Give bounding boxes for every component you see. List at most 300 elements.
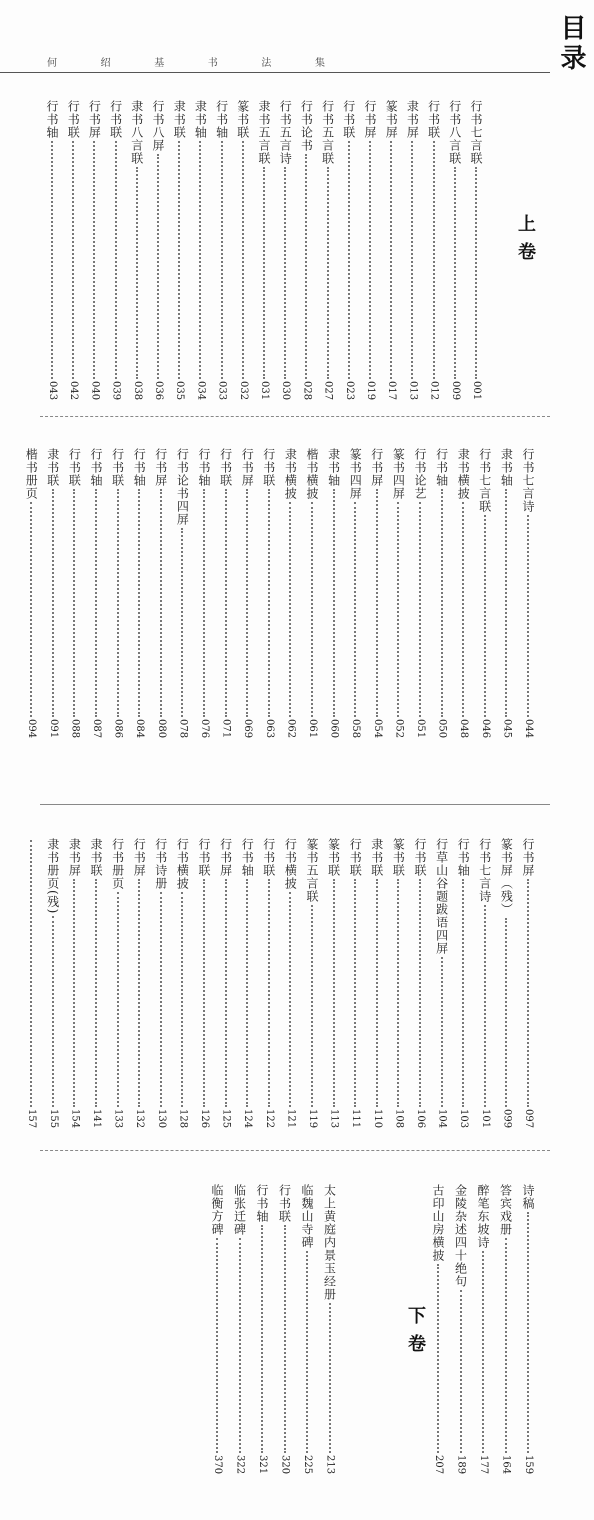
toc-entry[interactable] xyxy=(216,838,236,1128)
toc-entry[interactable] xyxy=(339,100,359,400)
toc-leader-dots xyxy=(311,905,313,1107)
toc-entry[interactable] xyxy=(42,100,62,400)
toc-entry-title: 行书轴 xyxy=(255,1184,269,1223)
toc-entry[interactable] xyxy=(367,448,387,738)
toc-entry-title: 行草山谷题跋语四屏 xyxy=(434,838,449,955)
toc-entry[interactable] xyxy=(254,100,274,400)
toc-leader-dots xyxy=(333,879,335,1107)
toc-entry-title: 行书轴 xyxy=(214,100,229,139)
toc-entry[interactable] xyxy=(106,100,126,400)
toc-entry-title: 行书屏 xyxy=(132,838,147,877)
book-title-char: 书 xyxy=(207,58,218,69)
toc-entry[interactable] xyxy=(518,1184,538,1474)
toc-entry-title: 行书七言联 xyxy=(469,100,483,165)
toc-entry-page: 094 xyxy=(26,718,38,738)
toc-entry[interactable] xyxy=(252,1184,272,1474)
toc-entry-page: 110 xyxy=(371,1108,383,1128)
toc-entry-title: 行书五言联 xyxy=(320,100,335,165)
toc-entry-title: 行书轴 xyxy=(89,448,103,487)
toc-entry[interactable] xyxy=(367,838,387,1128)
toc-entry-title: 篆书五言联 xyxy=(305,838,319,903)
toc-entry-title: 行书联 xyxy=(67,448,82,487)
toc-leader-dots xyxy=(52,489,54,717)
toc-leader-dots xyxy=(327,167,329,379)
toc-entry-title: 行书联 xyxy=(110,448,125,487)
toc-entry[interactable] xyxy=(108,448,128,738)
toc-leader-dots xyxy=(221,141,223,379)
toc-entry-title: 隶书轴 xyxy=(193,100,208,139)
toc-leader-dots xyxy=(239,1238,241,1453)
toc-entry-page: 042 xyxy=(68,380,80,400)
toc-entry-page: 028 xyxy=(301,380,313,400)
book-title-char: 基 xyxy=(154,58,165,69)
toc-entry-title: 醉笔东坡诗 xyxy=(476,1184,490,1249)
toc-entry-page: 051 xyxy=(415,718,426,738)
toc-entry-title: 篆书联 xyxy=(235,100,250,139)
toc-entry[interactable] xyxy=(518,448,538,738)
toc-entry[interactable] xyxy=(345,838,365,1128)
toc-entry[interactable] xyxy=(172,838,192,1128)
toc-entry-page: 023 xyxy=(343,380,355,400)
toc-entry-title: 临魏山寺碑 xyxy=(300,1184,314,1249)
toc-entry-title: 隶书屏 xyxy=(67,838,82,877)
toc-leader-dots xyxy=(178,141,180,379)
toc-entry[interactable] xyxy=(259,838,279,1128)
toc-leader-dots xyxy=(203,879,205,1107)
toc-entry[interactable] xyxy=(280,448,300,738)
toc-leader-dots xyxy=(181,528,183,717)
toc-leader-dots xyxy=(306,1251,308,1453)
toc-section xyxy=(0,100,594,400)
toc-entry-title: 行书联 xyxy=(261,448,276,487)
toc-entry[interactable] xyxy=(275,1184,295,1474)
toc-entry-title: 楷书横披 xyxy=(305,448,319,500)
toc-entry-title: 行书七言诗 xyxy=(477,838,492,903)
toc-leader-dots xyxy=(136,167,138,379)
toc-entry-page: 121 xyxy=(285,1108,297,1128)
toc-entry-title: 行书轴 xyxy=(132,448,147,487)
toc-entry-page: 045 xyxy=(501,718,513,738)
toc-entry-title: 行书轴 xyxy=(197,448,211,487)
toc-leader-dots xyxy=(117,892,119,1107)
toc-leader-dots xyxy=(482,1251,484,1453)
toc-leader-dots xyxy=(95,879,97,1107)
toc-entry-page: 189 xyxy=(455,1454,467,1474)
toc-entry[interactable] xyxy=(466,100,486,400)
toc-entry[interactable] xyxy=(424,100,444,400)
toc-leader-dots xyxy=(93,141,95,379)
toc-leader-dots xyxy=(348,141,350,379)
toc-entry-page: 063 xyxy=(263,718,275,738)
toc-entry-page: 177 xyxy=(478,1454,489,1474)
toc-entry-page: 155 xyxy=(47,1108,59,1128)
toc-leader-dots xyxy=(484,515,486,717)
toc-entry-page: 013 xyxy=(407,380,419,400)
toc-entry[interactable] xyxy=(21,448,41,738)
toc-leader-dots xyxy=(138,489,140,717)
toc-entry-title: 临张迁碑 xyxy=(232,1184,247,1236)
toc-entry[interactable] xyxy=(129,838,149,1128)
toc-entry-title: 篆书四屏 xyxy=(391,448,406,500)
toc-entry[interactable] xyxy=(43,838,63,1128)
toc-leader-dots xyxy=(419,502,421,717)
toc-leader-dots xyxy=(225,489,227,717)
toc-entry-page: 157 xyxy=(26,1108,38,1128)
toc-entry[interactable] xyxy=(402,100,422,400)
toc-entry-page: 128 xyxy=(177,1108,189,1128)
toc-entry-page: 076 xyxy=(199,718,210,738)
toc-entry[interactable] xyxy=(259,448,279,738)
toc-entry-title: 金陵杂述四十绝句 xyxy=(453,1184,468,1288)
toc-entry[interactable] xyxy=(345,448,365,738)
toc-leader-dots xyxy=(216,1238,218,1453)
toc-entry-title: 隶书联 xyxy=(172,100,187,139)
toc-entry-title: 行书横披 xyxy=(283,838,298,890)
toc-leader-dots xyxy=(51,141,53,379)
toc-entry[interactable] xyxy=(237,838,257,1128)
toc-entry-title: 行书横披 xyxy=(175,838,190,890)
toc-leader-dots xyxy=(505,489,507,717)
toc-entry[interactable] xyxy=(237,448,257,738)
toc-leader-dots xyxy=(441,489,443,717)
toc-leader-dots xyxy=(305,154,307,379)
toc-entry[interactable] xyxy=(473,1184,493,1474)
toc-entry[interactable] xyxy=(360,100,380,400)
toc-entry[interactable] xyxy=(410,448,430,738)
toc-entry[interactable] xyxy=(475,838,495,1128)
toc-entry-page: 122 xyxy=(263,1108,275,1128)
toc-entry[interactable] xyxy=(496,838,516,1128)
volume-label-lower: 下卷 xyxy=(405,1306,426,1362)
toc-leader-dots xyxy=(484,905,486,1107)
toc-entry[interactable] xyxy=(297,1184,317,1474)
toc-entry-title: 篆书联 xyxy=(391,838,406,877)
toc-leader-dots xyxy=(527,1212,529,1453)
toc-leader-dots xyxy=(263,167,265,379)
toc-leader-dots xyxy=(354,502,356,717)
toc-entry-title: 行书诗册 xyxy=(153,838,168,890)
toc-entry[interactable] xyxy=(445,100,465,400)
toc-leader-dots xyxy=(354,879,356,1107)
toc-entry-title: 隶书册页(残) xyxy=(45,838,60,915)
toc-entry[interactable] xyxy=(451,1184,471,1474)
toc-entry[interactable] xyxy=(194,448,214,738)
book-title-char: 法 xyxy=(261,58,272,69)
toc-entry-page: 097 xyxy=(523,1108,534,1128)
toc-entry-page: 001 xyxy=(471,380,482,400)
toc-entry[interactable] xyxy=(496,448,516,738)
toc-entry-title: 隶书屏 xyxy=(405,100,420,139)
toc-entry[interactable] xyxy=(296,100,316,400)
toc-entry[interactable] xyxy=(169,100,189,400)
toc-leader-dots xyxy=(505,1238,507,1453)
toc-entry-title: 行书轴 xyxy=(434,448,449,487)
toc-entry[interactable] xyxy=(108,838,128,1128)
toc-leader-dots xyxy=(376,489,378,717)
toc-entry-title: 行书论书四屏 xyxy=(175,448,190,526)
toc-entry-page: 044 xyxy=(523,718,534,738)
toc-entry-page: 052 xyxy=(393,718,405,738)
toc-entry-page: 103 xyxy=(458,1108,470,1128)
toc-leader-dots xyxy=(181,892,183,1107)
toc-entry-title: 篆书联 xyxy=(326,838,341,877)
toc-entry-title: 行书联 xyxy=(66,100,81,139)
toc-entry-page: 159 xyxy=(523,1454,534,1474)
toc-section xyxy=(0,838,594,1128)
toc-entry[interactable] xyxy=(64,448,84,738)
section-divider xyxy=(40,804,550,805)
toc-entry[interactable] xyxy=(84,100,104,400)
toc-entry-title: 行书屏 xyxy=(87,100,102,139)
toc-entry-title: 隶书联 xyxy=(369,838,384,877)
toc-entry-title: 行书轴 xyxy=(240,838,255,877)
toc-title: 目录 xyxy=(556,14,586,74)
toc-entry-page: 035 xyxy=(174,380,186,400)
section-divider xyxy=(40,1150,550,1151)
toc-entry[interactable] xyxy=(318,100,338,400)
toc-entry-page: 207 xyxy=(433,1454,444,1474)
toc-entry-page: 038 xyxy=(131,380,143,400)
toc-entry-page: 108 xyxy=(393,1108,405,1128)
toc-leader-dots xyxy=(441,957,443,1107)
toc-entry[interactable] xyxy=(63,100,83,400)
toc-entry-page: 069 xyxy=(242,718,254,738)
toc-entry-page: 084 xyxy=(134,718,146,738)
book-title xyxy=(0,57,326,71)
toc-entry[interactable] xyxy=(388,838,408,1128)
toc-entry[interactable] xyxy=(410,838,430,1128)
toc-entry[interactable] xyxy=(302,448,322,738)
toc-entry[interactable] xyxy=(324,838,344,1128)
toc-entry-page: 058 xyxy=(350,718,362,738)
toc-leader-dots xyxy=(225,879,227,1107)
toc-entry-title: 答宾戏册 xyxy=(498,1184,513,1236)
book-title-char: 集 xyxy=(314,58,325,69)
toc-entry[interactable] xyxy=(151,448,171,738)
toc-entry[interactable] xyxy=(320,1184,340,1474)
toc-entry-page: 130 xyxy=(155,1108,167,1128)
toc-entry[interactable] xyxy=(151,838,171,1128)
toc-leader-dots xyxy=(419,879,421,1107)
toc-entry[interactable] xyxy=(302,838,322,1128)
toc-entry-title: 篆书屏（残） xyxy=(499,838,514,916)
toc-entry[interactable] xyxy=(86,448,106,738)
toc-entry-page: 370 xyxy=(212,1454,223,1474)
toc-entry[interactable] xyxy=(432,448,452,738)
toc-entry-page: 087 xyxy=(91,718,102,738)
toc-leader-dots xyxy=(454,167,456,379)
toc-entry-title: 行书屏 xyxy=(369,448,384,487)
toc-entry[interactable] xyxy=(388,448,408,738)
toc-entry[interactable] xyxy=(212,100,232,400)
book-title-char: 绍 xyxy=(100,58,111,69)
toc-entry[interactable] xyxy=(194,838,214,1128)
toc-entry-page: 027 xyxy=(322,380,334,400)
toc-entry[interactable] xyxy=(129,448,149,738)
toc-leader-dots xyxy=(475,167,477,379)
toc-entry-title: 行书七言联 xyxy=(477,448,492,513)
toc-entry-title: 行书联 xyxy=(348,838,363,877)
toc-leader-dots xyxy=(289,502,291,717)
toc-entry-page: 062 xyxy=(285,718,297,738)
toc-entry-page: 104 xyxy=(436,1108,448,1128)
toc-entry-title: 行书联 xyxy=(413,838,427,877)
toc-entry-page: 320 xyxy=(279,1454,291,1474)
toc-leader-dots xyxy=(160,489,162,717)
toc-leader-dots xyxy=(30,502,32,717)
toc-leader-dots xyxy=(261,1225,263,1453)
toc-entry-title: 行书轴 xyxy=(456,838,471,877)
toc-leader-dots xyxy=(115,141,117,379)
toc-entry-title: 行书论书 xyxy=(299,100,314,152)
toc-entry-page: 012 xyxy=(428,380,440,400)
toc-entry[interactable] xyxy=(453,838,473,1128)
toc-entry[interactable] xyxy=(428,1184,448,1474)
toc-entry-title: 隶书横披 xyxy=(456,448,471,500)
toc-entry-title: 行书联 xyxy=(218,448,233,487)
toc-leader-dots xyxy=(157,154,159,379)
toc-entry[interactable] xyxy=(280,838,300,1128)
toc-entry-title: 行书屏 xyxy=(521,838,535,877)
toc-entry-title: 篆书四屏 xyxy=(348,448,363,500)
toc-entry-title: 行书联 xyxy=(108,100,123,139)
toc-entry-page: 164 xyxy=(500,1454,512,1474)
toc-entry-page: 060 xyxy=(328,718,340,738)
toc-entry-title: 行书论艺 xyxy=(413,448,427,500)
toc-entry-page: 125 xyxy=(220,1108,232,1128)
toc-entry[interactable] xyxy=(233,100,253,400)
toc-leader-dots xyxy=(160,892,162,1107)
toc-leader-dots xyxy=(527,879,529,1107)
toc-entry-title: 临衡方碑 xyxy=(210,1184,224,1236)
toc-entry[interactable] xyxy=(496,1184,516,1474)
toc-entry-page: 088 xyxy=(69,718,81,738)
toc-entry-page: 113 xyxy=(328,1108,340,1128)
toc-entry-title: 行书联 xyxy=(341,100,356,139)
toc-entry-page: 043 xyxy=(47,380,58,400)
toc-entry-title: 楷书册页 xyxy=(24,448,39,500)
toc-leader-dots xyxy=(203,489,205,717)
toc-entry-page: 032 xyxy=(237,380,249,400)
toc-entry[interactable] xyxy=(190,100,210,400)
toc-entry-title: 行书八言联 xyxy=(447,100,462,165)
toc-entry-title: 隶书五言联 xyxy=(257,100,271,165)
toc-entry-title: 行书八屏 xyxy=(151,100,165,152)
toc-leader-dots xyxy=(73,489,75,717)
toc-leader-dots xyxy=(73,879,75,1107)
toc-entry-page: 078 xyxy=(177,718,189,738)
toc-entry-page: 009 xyxy=(449,380,461,400)
toc-leader-dots xyxy=(284,1225,286,1453)
toc-entry-title: 行书屏 xyxy=(153,448,168,487)
toc-entry[interactable] xyxy=(381,100,401,400)
toc-leader-dots xyxy=(268,879,270,1107)
toc-entry-title: 行书七言诗 xyxy=(521,448,535,513)
toc-entry-page: 141 xyxy=(91,1108,102,1128)
toc-leader-dots xyxy=(95,489,97,717)
toc-entry-page: 061 xyxy=(307,718,318,738)
toc-entry-page: 132 xyxy=(134,1108,146,1128)
book-title-char: 何 xyxy=(47,58,57,69)
toc-leader-dots xyxy=(117,489,119,717)
toc-entry-title: 行书五言诗 xyxy=(278,100,293,165)
toc-entry-page: 054 xyxy=(371,718,383,738)
toc-entry-page: 126 xyxy=(199,1108,210,1128)
toc-leader-dots xyxy=(505,918,507,1107)
toc-entry[interactable] xyxy=(275,100,295,400)
toc-entry-page: 046 xyxy=(479,718,491,738)
toc-entry-page: 133 xyxy=(112,1108,124,1128)
toc-section xyxy=(0,448,594,738)
toc-entry-title: 行书屏 xyxy=(218,838,233,877)
toc-entry-page: 019 xyxy=(365,380,376,400)
toc-entry[interactable] xyxy=(148,100,168,400)
toc-entry-title: 行书屏 xyxy=(240,448,255,487)
toc-leader-dots xyxy=(72,141,74,379)
toc-entry-page: 033 xyxy=(216,380,228,400)
toc-entry[interactable] xyxy=(207,1184,227,1474)
toc-entry-page: 154 xyxy=(69,1108,81,1128)
toc-entry[interactable] xyxy=(64,838,84,1128)
toc-leader-dots xyxy=(284,167,286,379)
toc-leader-dots xyxy=(311,502,313,717)
toc-leader-dots xyxy=(462,502,464,717)
toc-leader-dots xyxy=(460,1290,462,1453)
toc-entry-title: 隶书横披 xyxy=(283,448,298,500)
toc-entry[interactable] xyxy=(43,448,63,738)
toc-entry-title: 隶书轴 xyxy=(499,448,514,487)
toc-entry-title: 行书屏 xyxy=(363,100,377,139)
toc-entry-page: 213 xyxy=(324,1454,336,1474)
toc-entry-page: 050 xyxy=(436,718,448,738)
toc-entry-title: 行书联 xyxy=(261,838,276,877)
toc-entry[interactable] xyxy=(172,448,192,738)
toc-entry-title: 行书联 xyxy=(277,1184,292,1223)
toc-entry[interactable] xyxy=(216,448,236,738)
toc-entry-page: 080 xyxy=(155,718,167,738)
toc-leader-dots xyxy=(411,141,413,379)
toc-entry-page: 099 xyxy=(501,1108,513,1128)
toc-entry-title: 隶书联 xyxy=(89,838,103,877)
toc-entry-page: 106 xyxy=(415,1108,426,1128)
toc-entry-page: 086 xyxy=(112,718,124,738)
toc-entry[interactable] xyxy=(475,448,495,738)
toc-entry[interactable] xyxy=(432,838,452,1128)
toc-entry[interactable] xyxy=(127,100,147,400)
toc-leader-dots xyxy=(268,489,270,717)
toc-entry[interactable] xyxy=(518,838,538,1128)
toc-leader-dots xyxy=(462,879,464,1107)
header-rule xyxy=(0,72,550,73)
toc-entry-title: 诗稿 xyxy=(521,1184,535,1210)
section-divider xyxy=(40,416,550,417)
toc-entry[interactable] xyxy=(86,838,106,1128)
toc-entry-page: 119 xyxy=(307,1108,318,1128)
toc-entry-title: 隶书八言联 xyxy=(129,100,144,165)
toc-entry-title: 行书册页 xyxy=(110,838,125,890)
toc-entry-title: 隶书轴 xyxy=(326,448,341,487)
toc-leader-dots xyxy=(333,489,335,717)
toc-entry[interactable] xyxy=(453,448,473,738)
toc-entry-page: 034 xyxy=(195,380,207,400)
toc-entry[interactable] xyxy=(230,1184,250,1474)
toc-entry[interactable] xyxy=(21,838,41,1128)
toc-leader-dots xyxy=(397,879,399,1107)
toc-leader-dots xyxy=(199,141,201,379)
toc-entry[interactable] xyxy=(324,448,344,738)
toc-leader-dots xyxy=(246,879,248,1107)
toc-entry-page: 036 xyxy=(153,380,164,400)
